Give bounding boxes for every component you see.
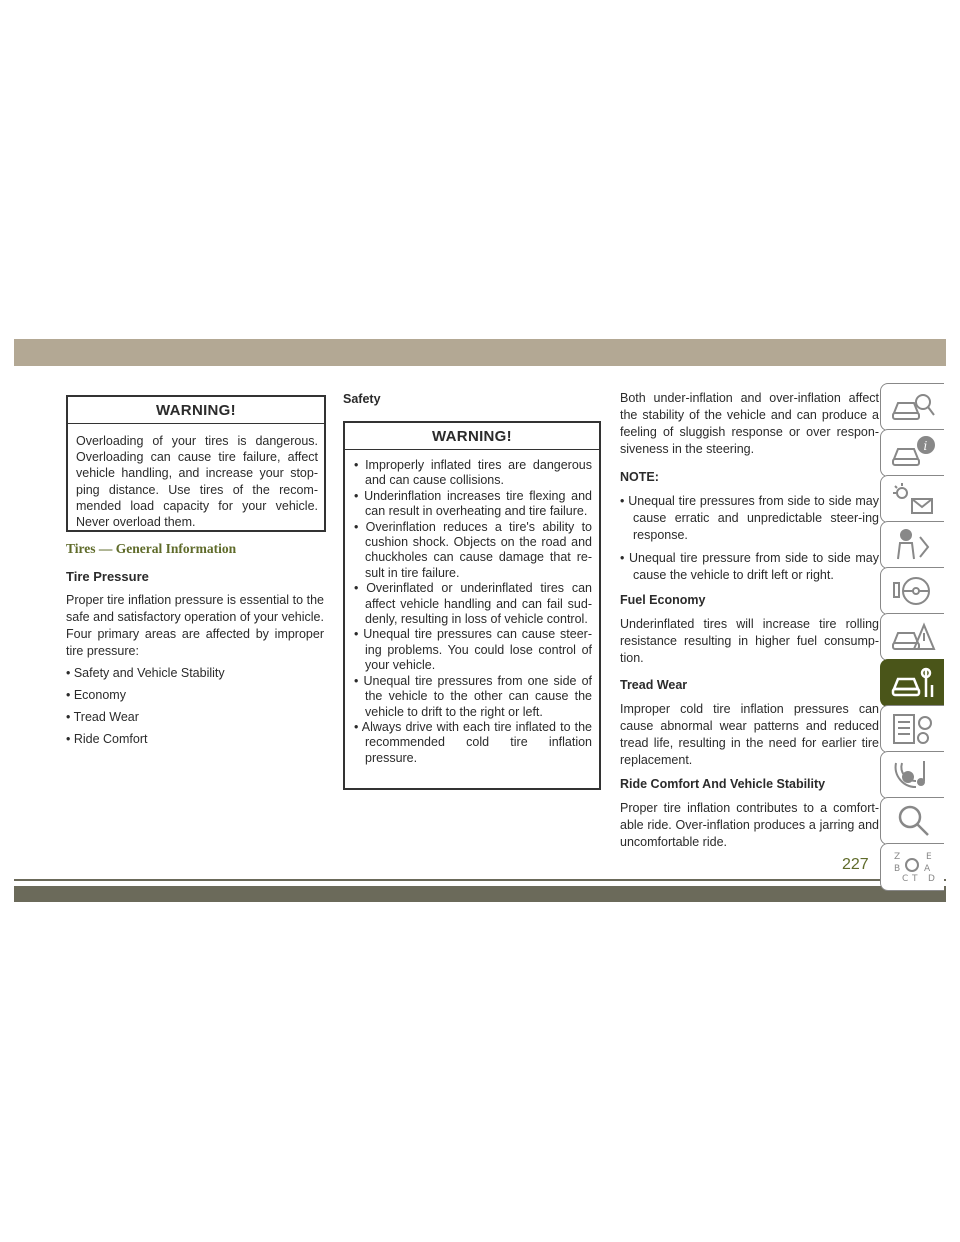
car-warning-icon[interactable] bbox=[880, 613, 944, 661]
list-item: • Economy bbox=[66, 688, 126, 702]
ride-comfort-heading: Ride Comfort And Vehicle Stability bbox=[620, 777, 826, 791]
inflation-intro: Both under-inflation and over-inflation affect the stability of the vehicle and can produce a feeling of sluggish response or over respon-siveness in the steering. bbox=[620, 391, 879, 456]
note-item: • Unequal tire pressures from side to side may cause erratic and unpredictable steer-ing response. bbox=[620, 494, 879, 542]
warning-box-safety bbox=[343, 421, 601, 790]
warning-title: WARNING! bbox=[345, 423, 599, 450]
fuel-economy-text: Underinflated tires will increase tire rolling resistance resulting in higher fuel consump-tion. bbox=[620, 617, 879, 665]
svg-text:C: C bbox=[901, 874, 908, 884]
list-gear-icon[interactable] bbox=[880, 705, 944, 753]
list-item: • Unequal tire pressures can cause steer-ing problems. You could lose control of your vehicle. bbox=[354, 627, 592, 673]
light-message-icon[interactable] bbox=[880, 475, 944, 523]
magnifier-icon[interactable] bbox=[880, 797, 944, 845]
list-item: • Unequal tire pressures from one side of the vehicle to the other can cause the vehicle to drift to the right or left. bbox=[354, 673, 592, 719]
list-item: • Ride Comfort bbox=[66, 732, 148, 746]
svg-text:i: i bbox=[923, 439, 927, 453]
person-airbag-icon[interactable] bbox=[880, 521, 944, 569]
fuel-economy-heading: Fuel Economy bbox=[620, 593, 706, 607]
tread-wear-heading: Tread Wear bbox=[620, 678, 688, 692]
subheading-tire-pressure: Tire Pressure bbox=[66, 569, 149, 584]
section-heading: Tires — General Information bbox=[66, 541, 237, 556]
index-letters-icon[interactable] bbox=[880, 843, 944, 891]
tread-wear-text: Improper cold tire inflation pressures can cause abnormal wear patterns and reduced tread life, resulting in the need for earlier tire replacement. bbox=[620, 702, 879, 767]
footer-band bbox=[14, 886, 946, 902]
list-item: • Tread Wear bbox=[66, 710, 139, 724]
list-item: • Safety and Vehicle Stability bbox=[66, 666, 225, 680]
warning-text: Overloading of your tires is dangerous. Overloading can cause tire failure, affect vehicle handling, and increase your stop-ping distance. Use tires of the recom-mended load capacity for your vehicle. Never overload them. bbox=[76, 434, 318, 530]
header-band bbox=[14, 339, 946, 366]
car-search-icon[interactable] bbox=[880, 383, 944, 431]
svg-text:D: D bbox=[927, 874, 935, 884]
ride-comfort-text: Proper tire inflation contributes to a comfort-able ride. Over-inflation produces a jarring and uncomfortable ride. bbox=[620, 801, 879, 849]
svg-text:A: A bbox=[923, 864, 930, 874]
car-info-icon[interactable] bbox=[880, 429, 944, 477]
steering-wheel-icon[interactable] bbox=[880, 567, 944, 615]
list-item: • Overinflation reduces a tire's ability to cushion shock. Objects on the road and chuckholes can cause damage that re-sult in tire failure. bbox=[354, 519, 592, 580]
svg-text:T: T bbox=[911, 874, 917, 884]
note-label: NOTE: bbox=[620, 470, 659, 484]
list-item: • Underinflation increases tire flexing and can result in overheating and tire failure. bbox=[354, 488, 592, 519]
car-wrench-icon[interactable] bbox=[880, 659, 944, 707]
tire-pressure-intro: Proper tire inflation pressure is essential to the safe and satisfactory operation of your vehicle. Four primary areas are affected by improper tire pressure: bbox=[66, 593, 324, 658]
list-item: • Overinflated or underinflated tires can affect vehicle handling and can fail sud-denly, resulting in loss of vehicle control. bbox=[354, 581, 592, 627]
warning-title: WARNING! bbox=[68, 397, 324, 424]
warning-box-overloading bbox=[66, 395, 326, 532]
page-number: 227 bbox=[842, 856, 869, 873]
footer-line bbox=[14, 879, 946, 881]
note-item: • Unequal tire pressure from side to side may cause the vehicle to drift left or right. bbox=[620, 551, 879, 582]
svg-text:B: B bbox=[893, 864, 900, 874]
svg-text:Z: Z bbox=[893, 852, 900, 862]
music-nav-icon[interactable] bbox=[880, 751, 944, 799]
safety-heading: Safety bbox=[343, 392, 381, 406]
list-item: • Improperly inflated tires are dangerous and can cause collisions. bbox=[354, 458, 592, 488]
list-item: • Always drive with each tire inflated to the recommended cold tire inflation pressure. bbox=[354, 719, 592, 765]
warning-list bbox=[345, 450, 599, 774]
svg-text:E: E bbox=[925, 852, 932, 862]
